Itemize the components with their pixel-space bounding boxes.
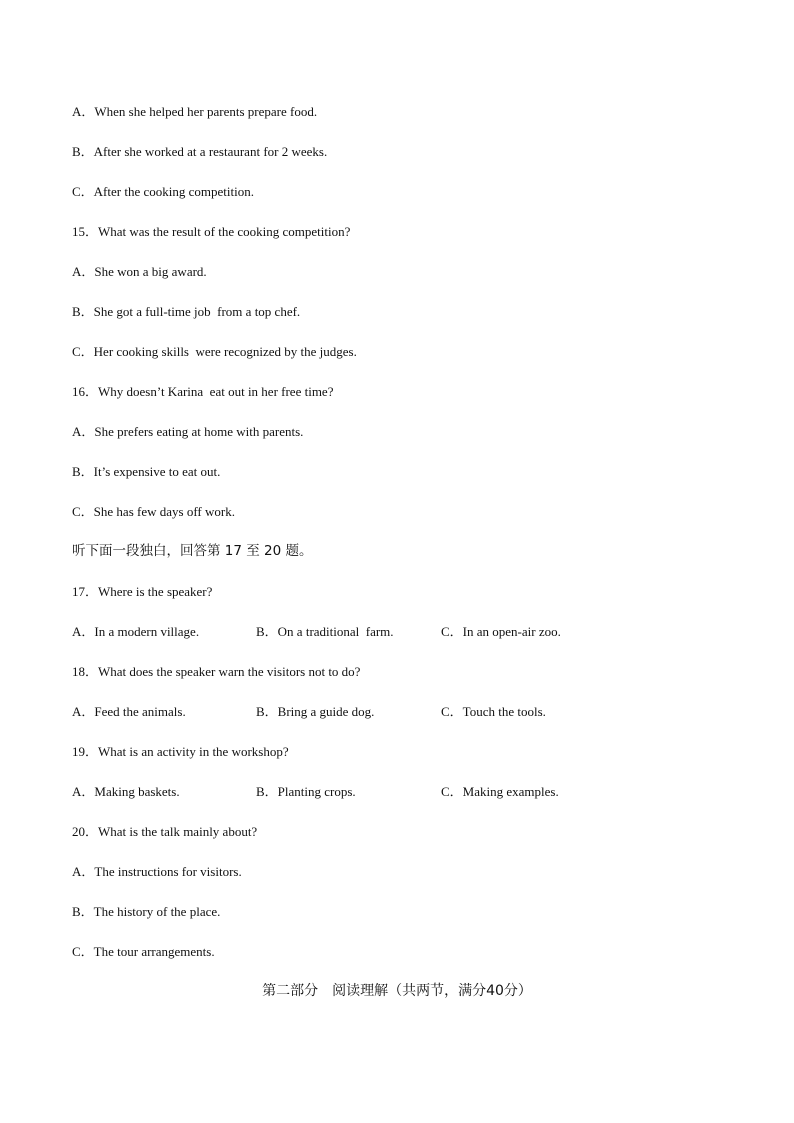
q20-option-c: C．The tour arrangements. <box>72 944 215 959</box>
q18-option-b: B．Bring a guide dog. <box>256 704 375 719</box>
q16-option-b: B．It’s expensive to eat out. <box>72 464 221 479</box>
q20-option-b: B．The history of the place. <box>72 904 221 919</box>
q17-question: 17．Where is the speaker? <box>72 584 213 599</box>
q14-option-a: A．When she helped her parents prepare food. <box>72 104 318 119</box>
q17-option-c: C．In an open-air zoo. <box>441 624 561 639</box>
q18-option-a: A．Feed the animals. <box>72 704 186 719</box>
q19-option-c: C．Making examples. <box>441 784 559 799</box>
q16-option-c: C．She has few days off work. <box>72 504 235 519</box>
q16-option-a: A．She prefers eating at home with parents. <box>72 424 304 439</box>
q16-question: 16．Why doesn’t Karina eat out in her free time? <box>72 384 334 399</box>
q14-option-c: C．After the cooking competition. <box>72 184 254 199</box>
q19-option-a: A．Making baskets. <box>72 784 180 799</box>
q15-question: 15．What was the result of the cooking competition? <box>72 224 351 239</box>
q20-option-a: A．The instructions for visitors. <box>72 864 242 879</box>
q14-option-b: B．After she worked at a restaurant for 2 weeks. <box>72 144 328 159</box>
q18-question: 18．What does the speaker warn the visitors not to do? <box>72 664 361 679</box>
q20-question: 20．What is the talk mainly about? <box>72 824 258 839</box>
q19-option-b: B．Planting crops. <box>256 784 356 799</box>
q19-question: 19．What is an activity in the workshop? <box>72 744 289 759</box>
q17-option-a: A．In a modern village. <box>72 624 200 639</box>
q17-option-b: B．On a traditional farm. <box>256 624 394 639</box>
section-heading: 第二部分 阅读理解（共两节，满分40分） <box>262 983 532 999</box>
q18-option-c: C．Touch the tools. <box>441 704 546 719</box>
q15-option-c: C．Her cooking skills were recognized by the judges. <box>72 344 357 359</box>
q15-option-a: A．She won a big award. <box>72 264 207 279</box>
listening-instruction: 听下面一段独白，回答第 17 至 20 题。 <box>72 543 313 559</box>
q15-option-b: B．She got a full-time job from a top chef. <box>72 304 301 319</box>
